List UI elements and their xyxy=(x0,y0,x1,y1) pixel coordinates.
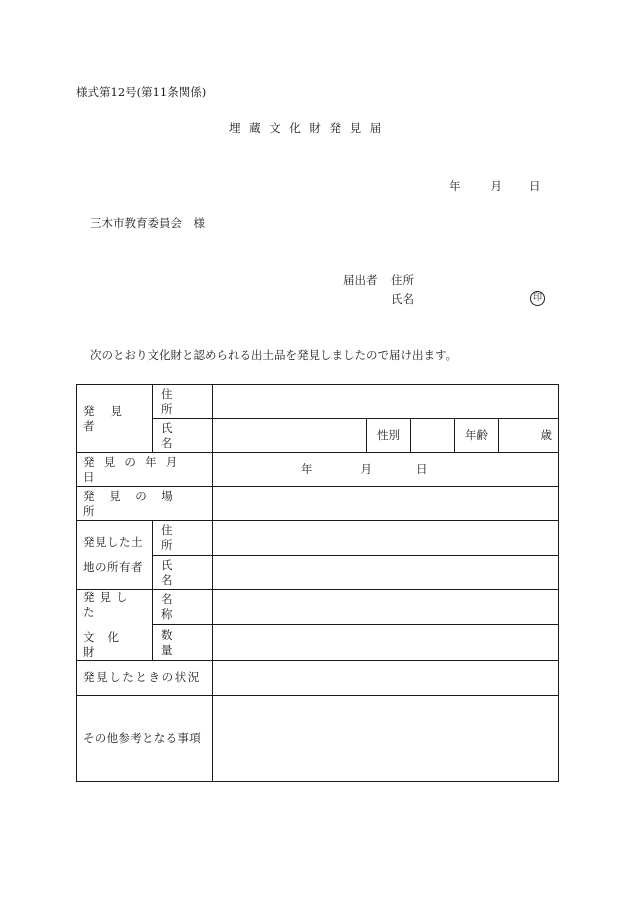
address-label: 住所 xyxy=(161,386,193,416)
owner-name-header xyxy=(153,556,213,590)
owner-address-label: 住所 xyxy=(161,523,193,552)
artifact-name-label: 名称 xyxy=(161,592,193,622)
table-row xyxy=(77,590,559,625)
artifact-label-1: 発見した xyxy=(83,590,133,619)
land-owner-label-2: 地の所有者 xyxy=(83,560,143,574)
land-owner-label-1: 発見した土 xyxy=(83,535,143,550)
age-label: 年齢 xyxy=(465,428,488,443)
discovery-place-header xyxy=(77,487,213,521)
artifact-quantity-header xyxy=(153,625,213,660)
applicant-label: 届出者 xyxy=(343,273,378,287)
discoverer-label: 発見者 xyxy=(83,403,138,433)
day-label: 日 xyxy=(416,462,428,477)
discoverer-address-header xyxy=(153,385,213,419)
table-row xyxy=(77,695,559,781)
discovery-place-field[interactable] xyxy=(213,487,559,521)
owner-name-label: 氏名 xyxy=(161,557,193,587)
month-label: 月 xyxy=(360,462,372,477)
discovery-date-field[interactable] xyxy=(213,453,559,487)
table-row xyxy=(77,453,559,487)
name-label: 氏名 xyxy=(161,420,193,450)
owner-address-header xyxy=(153,521,213,556)
form-number: 様式第12号(第11条関係) xyxy=(76,85,207,99)
gender-header xyxy=(367,419,411,453)
date-day-label: 日 xyxy=(529,179,541,193)
circumstances-label: 発見したときの状況 xyxy=(83,670,201,685)
artifact-label-2: 文化財 xyxy=(83,629,132,659)
owner-address-field[interactable] xyxy=(213,521,559,556)
age-unit: 歳 xyxy=(540,428,553,443)
table-row xyxy=(77,660,559,695)
table-row xyxy=(77,487,559,521)
year-label: 年 xyxy=(301,462,313,477)
land-owner-header xyxy=(77,521,153,590)
discovery-report-table xyxy=(76,384,559,782)
statement-text: 次のとおり文化財と認められる出土品を発見しましたので届け出ます。 xyxy=(90,348,458,362)
applicant-address-label: 住所 xyxy=(391,273,414,287)
owner-name-field[interactable] xyxy=(213,556,559,590)
circumstances-field[interactable] xyxy=(213,660,559,695)
discoverer-name-header xyxy=(153,419,213,453)
other-notes-field[interactable] xyxy=(213,695,559,781)
document-title: 埋蔵文化財発見届 xyxy=(229,121,390,135)
discovery-date-label: 発見の年月日 xyxy=(83,454,187,484)
gender-field[interactable] xyxy=(411,419,455,453)
age-header xyxy=(455,419,499,453)
discoverer-name-field[interactable] xyxy=(213,419,367,453)
other-notes-label: その他参考となる事項 xyxy=(83,730,201,745)
date-month-label: 月 xyxy=(490,179,502,193)
discoverer-address-field[interactable] xyxy=(213,385,559,419)
artifact-quantity-label: 数量 xyxy=(161,627,193,657)
discovery-date-header xyxy=(77,453,213,487)
seal-mark: 印 xyxy=(530,291,545,306)
artifact-header xyxy=(77,590,153,661)
table-row xyxy=(77,521,559,556)
discoverer-header xyxy=(77,385,153,453)
artifact-name-field[interactable] xyxy=(213,590,559,625)
discovery-place-label: 発見の場所 xyxy=(83,488,188,518)
addressee: 三木市教育委員会 様 xyxy=(90,216,205,230)
date-year-label: 年 xyxy=(449,179,461,193)
submission-date xyxy=(449,181,541,193)
circumstances-header xyxy=(77,660,213,695)
age-field[interactable] xyxy=(499,419,559,453)
gender-label: 性別 xyxy=(377,428,400,443)
applicant-name-label: 氏名 xyxy=(391,292,414,306)
other-notes-header xyxy=(77,695,213,781)
table-row xyxy=(77,385,559,419)
artifact-quantity-field[interactable] xyxy=(213,625,559,660)
artifact-name-header xyxy=(153,590,213,625)
